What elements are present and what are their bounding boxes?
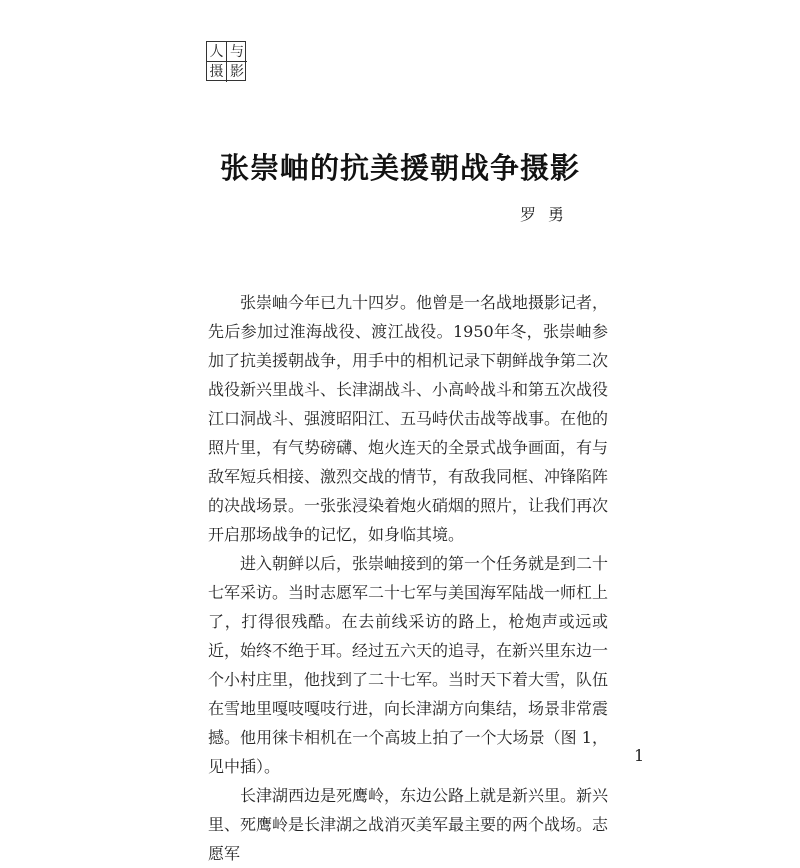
page-number: 1 [634,746,645,765]
paragraph: 长津湖西边是死鹰岭，东边公路上就是新兴里。新兴里、死鹰岭是长津湖之战消灭美军最主要的两个战场。志愿军 [208,786,609,863]
badge-char: 与 [227,42,247,62]
article-title: 张崇岫的抗美援朝战争摄影 [219,151,580,185]
badge-char: 影 [230,64,244,80]
author-name: 罗勇 [520,205,577,224]
article-body [208,288,608,868]
paragraph: 张崇岫今年已九十四岁。他曾是一名战地摄影记者，先后参加过淮海战役、渡江战役。1950年冬，张崇岫参加了抗美援朝战争，用手中的相机记录下朝鲜战争第二次战役新兴里战斗、长津湖战斗、小高岭战斗和第五次战役江口洞战斗、强渡昭阳江、五马峙伏击战等战事。在他的照片里，有气势磅礴、炮火连天的全景式战争画面，有与敌军短兵相接、激烈交战的情节，有敌我同框、冲锋陷阵的决战场景。一张张浸染着炮火硝烟的照片，让我们再次开启那场战争的记忆，如身临其境。 [208,293,609,544]
section-badge [206,41,246,81]
badge-char: 摄 [207,62,227,82]
paragraph: 进入朝鲜以后，张崇岫接到的第一个任务就是到二十七军采访。当时志愿军二十七军与美国海军陆战一师杠上了，打得很残酷。在去前线采访的路上，枪炮声或远或近，始终不绝于耳。经过五六天的追寻，在新兴里东边一个小村庄里，他找到了二十七军。当时天下着大雪，队伍在雪地里嘎吱嘎吱行进，向长津湖方向集结，场景非常震撼。他用徕卡相机在一个高坡上拍了一个大场景（图 1，见中插）。 [208,554,609,776]
badge-char: 人 [207,42,227,62]
